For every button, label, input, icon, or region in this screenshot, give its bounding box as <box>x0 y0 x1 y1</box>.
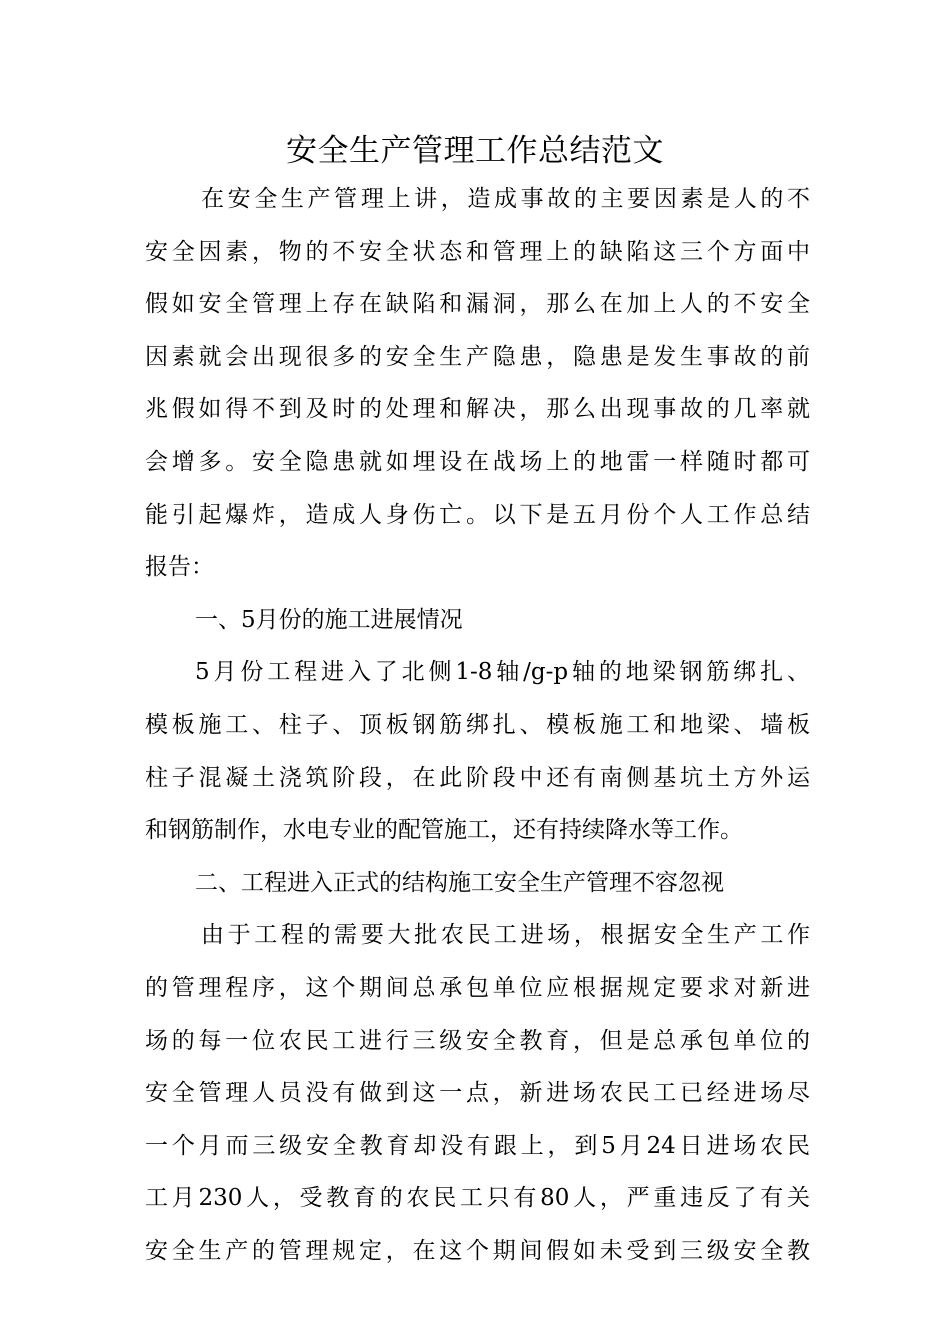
paragraph-3-line-4: 安全管理人员没有做到这一点，新进场农民工已经进场尽 <box>145 1080 810 1107</box>
paragraph-3-line-1: 由于工程的需要大批农民工进场，根据安全生产工作 <box>201 922 810 949</box>
paragraph-3-line-5: 一个月而三级安全教育却没有跟上，到5月24日进场农民 <box>145 1132 810 1159</box>
paragraph-3-line-2: 的管理程序，这个期间总承包单位应根据规定要求对新进 <box>145 974 810 1001</box>
paragraph-1-line-2: 安全因素，物的不安全状态和管理上的缺陷这三个方面中 <box>145 238 810 265</box>
paragraph-3-line-6: 工月230人，受教育的农民工只有80人，严重违反了有关 <box>145 1185 810 1212</box>
paragraph-2-line-4: 和钢筋制作，水电专业的配管施工，还有持续降水等工作。 <box>145 817 743 844</box>
paragraph-2-line-2: 模板施工、柱子、顶板钢筋绑扎、模板施工和地梁、墙板 <box>145 711 810 738</box>
paragraph-1-line-6: 会增多。安全隐患就如埋设在战场上的地雷一样随时都可 <box>145 448 810 475</box>
paragraph-2-line-1: 5月份工程进入了北侧1-8轴/g-p轴的地梁钢筋绑扎、 <box>195 659 810 686</box>
paragraph-1-line-3: 假如安全管理上存在缺陷和漏洞，那么在加上人的不安全 <box>145 291 810 318</box>
paragraph-1-line-4: 因素就会出现很多的安全生产隐患，隐患是发生事故的前 <box>145 343 810 370</box>
paragraph-2-line-3: 柱子混凝土浇筑阶段，在此阶段中还有南侧基坑土方外运 <box>145 764 810 791</box>
paragraph-1-line-7: 能引起爆炸，造成人身伤亡。以下是五月份个人工作总结 <box>145 501 810 528</box>
paragraph-3-line-3: 场的每一位农民工进行三级安全教育，但是总承包单位的 <box>145 1027 810 1054</box>
paragraph-1-line-5: 兆假如得不到及时的处理和解决，那么出现事故的几率就 <box>145 396 810 423</box>
document-body <box>145 173 810 1277</box>
paragraph-1-line-1: 在安全生产管理上讲，造成事故的主要因素是人的不 <box>201 186 810 212</box>
document-title: 安全生产管理工作总结范文 <box>286 133 664 169</box>
paragraph-3-line-7: 安全生产的管理规定，在这个期间假如未受到三级安全教 <box>145 1237 810 1264</box>
section-heading-1: 一、5月份的施工进展情况 <box>195 606 463 633</box>
paragraph-1-line-8: 报告： <box>145 554 214 581</box>
section-heading-2: 二、工程进入正式的结构施工安全生产管理不容忽视 <box>195 869 724 896</box>
